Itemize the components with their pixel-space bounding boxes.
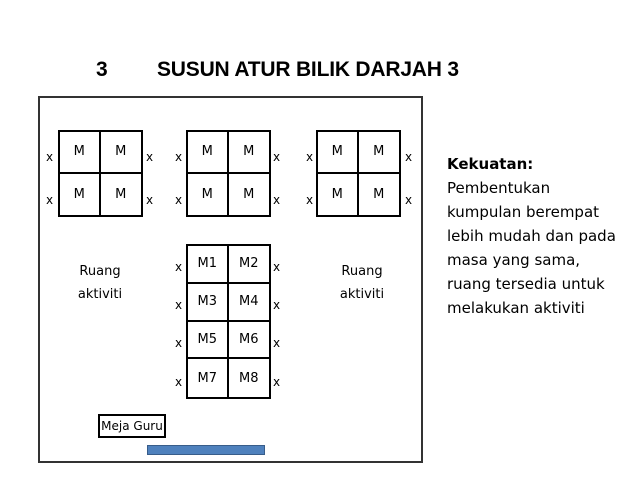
classroom-layout — [38, 96, 423, 463]
desk: M6 — [229, 322, 270, 360]
seat-marker: x — [175, 260, 183, 274]
activity-space-right — [327, 260, 397, 306]
seat-marker: x — [405, 193, 413, 207]
desk: M — [318, 132, 359, 174]
desk: M — [373, 186, 385, 202]
seat-marker: x — [175, 150, 183, 164]
strength-note — [447, 152, 627, 320]
strength-text: Pembentukan kumpulan berempat lebih mudah dan pada masa yang sama, ruang tersedia untuk melakukan aktiviti — [447, 179, 616, 317]
activity-space-label-1: Ruang — [341, 264, 383, 279]
seat-marker: x — [405, 150, 413, 164]
desk: M — [188, 132, 229, 174]
seat-marker: x — [273, 375, 281, 389]
slide-title-number: 3 — [96, 58, 108, 81]
desk: M8 — [239, 370, 259, 386]
seat-marker: x — [306, 150, 314, 164]
desk: M — [115, 186, 127, 202]
teacher-desk: Meja Guru — [98, 414, 166, 438]
activity-space-label-2: aktiviti — [339, 287, 385, 302]
desk: M — [60, 174, 101, 216]
slide-title: SUSUN ATUR BILIK DARJAH 3 — [157, 58, 459, 81]
desk: M — [318, 174, 359, 216]
seat-marker: x — [146, 150, 154, 164]
desk: M — [243, 186, 255, 202]
activity-space-label-2: aktiviti — [77, 287, 123, 302]
activity-space-label-1: Ruang — [79, 264, 121, 279]
desk-group-1 — [58, 130, 143, 217]
activity-space-left — [65, 260, 135, 306]
desk: M — [359, 132, 400, 174]
seat-marker: x — [175, 298, 183, 312]
seat-marker: x — [273, 336, 281, 350]
seat-marker: x — [273, 260, 281, 274]
seat-marker: x — [273, 150, 281, 164]
desk: M4 — [229, 284, 270, 322]
desk: M7 — [188, 359, 229, 397]
seat-marker: x — [46, 193, 54, 207]
seat-marker: x — [175, 336, 183, 350]
seat-marker: x — [273, 298, 281, 312]
desk: M — [188, 174, 229, 216]
seat-marker: x — [273, 193, 281, 207]
desk: M2 — [229, 246, 270, 284]
seat-marker: x — [175, 193, 183, 207]
desk: M5 — [188, 322, 229, 360]
desk: M — [229, 132, 270, 174]
desk: M3 — [188, 284, 229, 322]
seat-marker: x — [306, 193, 314, 207]
desk-group-3 — [316, 130, 401, 217]
whiteboard — [147, 445, 265, 455]
desk: M1 — [188, 246, 229, 284]
desk: M — [60, 132, 101, 174]
seat-marker: x — [175, 375, 183, 389]
strength-heading: Kekuatan: — [447, 155, 534, 173]
desk: M — [101, 132, 142, 174]
desk-group-center — [186, 244, 271, 399]
seat-marker: x — [46, 150, 54, 164]
seat-marker: x — [146, 193, 154, 207]
desk-group-2 — [186, 130, 271, 217]
